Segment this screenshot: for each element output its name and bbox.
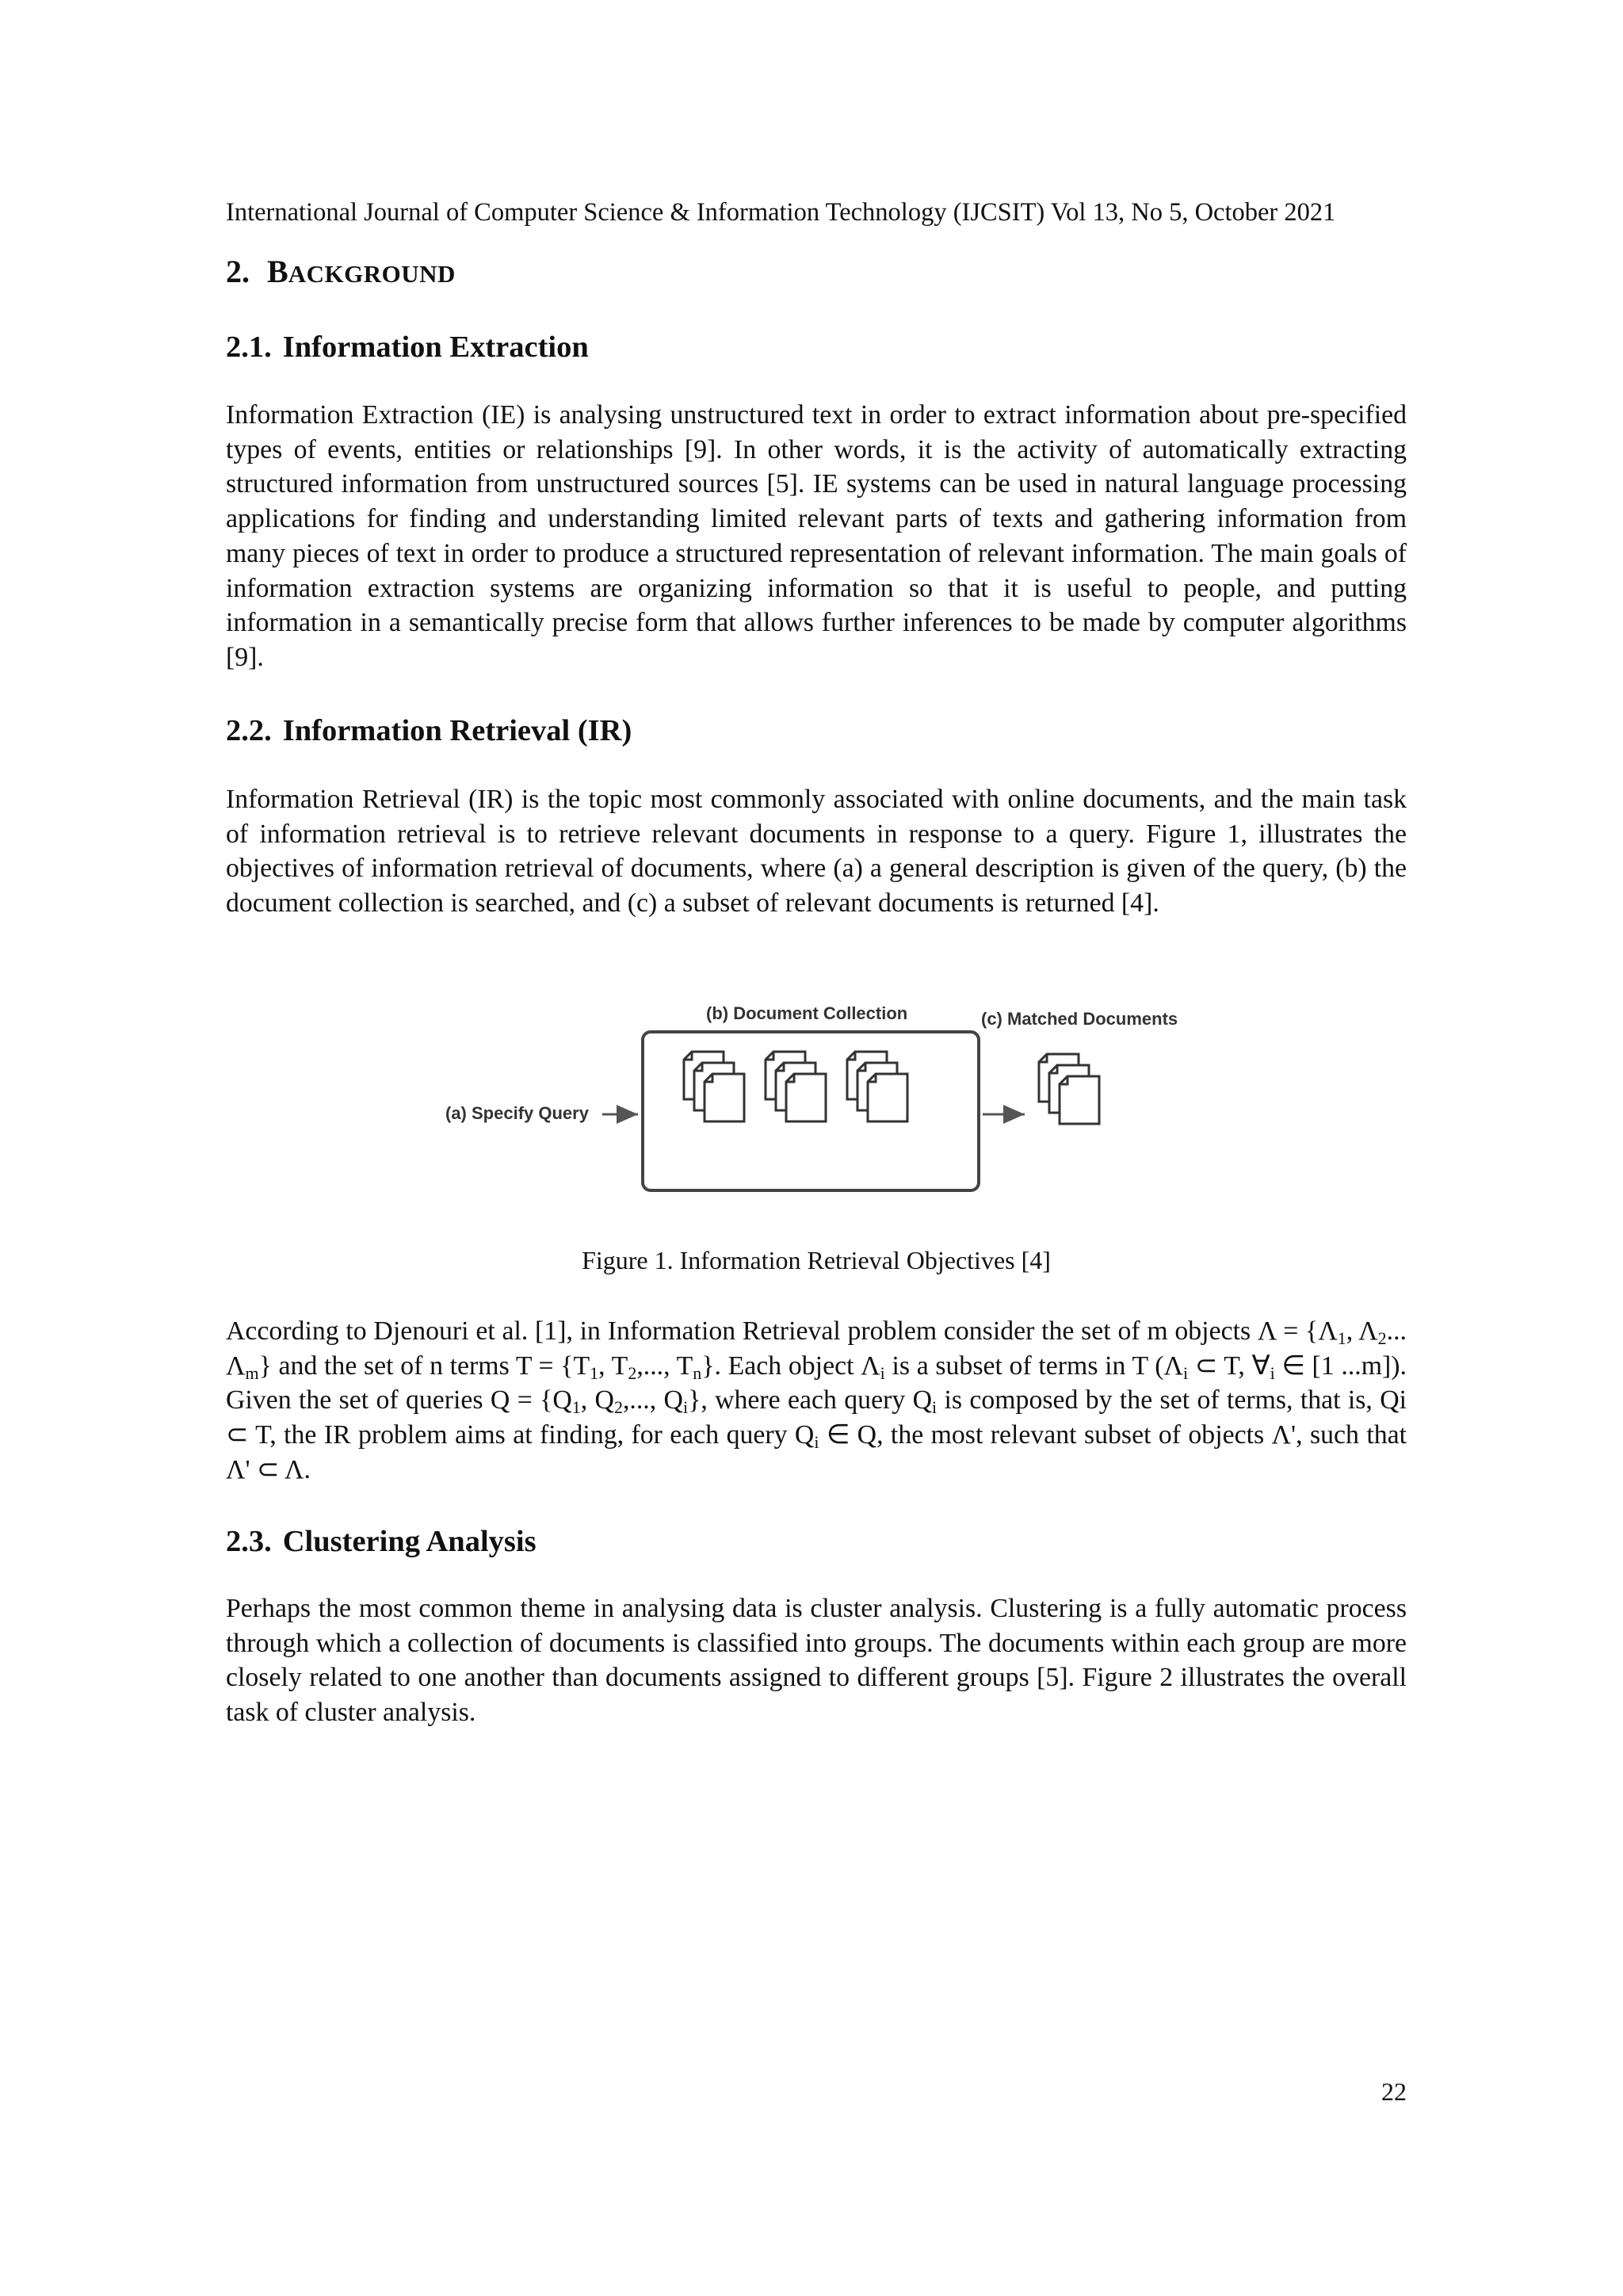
subsection-number: 2.3. xyxy=(226,1525,272,1558)
subsection-heading-clustering xyxy=(226,1522,537,1561)
section-title-initial: B xyxy=(267,254,288,289)
figure-1-diagram xyxy=(226,991,1407,1213)
subsection-title: Clustering Analysis xyxy=(282,1525,537,1558)
paragraph-ir: Information Retrieval (IR) is the topic most commonly associated with online documents, and the main task of information retrieval is to retrieve relevant documents in response to a query. Figure 1, illustrates the objectives of information retrieval of documents, where (a) a general description is given of the query, (b) the document collection is searched, and (c) a subset of relevant documents is returned [4]. xyxy=(226,785,1407,919)
matched-docs xyxy=(1039,1054,1099,1124)
subsection-title: Information Extraction xyxy=(282,330,589,364)
subsection-number: 2.2. xyxy=(226,714,272,747)
label-matched-documents: (c) Matched Documents xyxy=(981,1009,1178,1029)
running-header: International Journal of Computer Science & Information Technology (IJCSIT) Vol 13, No 5, October 2021 xyxy=(226,198,1336,227)
subsection-heading-ir xyxy=(226,711,632,751)
subsection-number: 2.1. xyxy=(226,330,272,364)
subsection-title: Information Retrieval (IR) xyxy=(282,714,632,747)
paragraph-ie: Information Extraction (IE) is analysing unstructured text in order to extract information about pre-specified types of events, entities or relationships [9]. In other words, it is the activity of automatically extracting structured information from unstructured sources [5]. IE systems can be used in natural language processing applications for finding and understanding limited relevant parts of texts and gathering information from many pieces of text in order to produce a structured representation of relevant information. The main goals of information extraction systems are organizing information so that it is useful to people, and putting information in a semantically precise form that allows further inferences to be made by computer algorithms [9]. xyxy=(226,400,1407,672)
label-specify-query: (a) Specify Query xyxy=(445,1103,589,1123)
label-document-collection: (b) Document Collection xyxy=(706,1003,908,1023)
page-number: 22 xyxy=(1381,2077,1407,2106)
section-heading xyxy=(226,252,456,294)
section-number: 2. xyxy=(226,254,250,289)
section-title-rest: ACKGROUND xyxy=(288,260,456,288)
figure-1 xyxy=(226,991,1407,1213)
figure-1-caption: Figure 1. Information Retrieval Objectives [4] xyxy=(582,1246,1051,1274)
subsection-heading-ie xyxy=(226,327,589,367)
paragraph-ir-formal: According to Djenouri et al. [1], in Information Retrieval problem consider the set of m objects $\Lambda = \{\Lambda_1$, $\Lambda_2$... $\Lambda_m$} and the set of n terms $T = \{T_1$, $T_2$,..., $T_n$}. Each object $\Lambda_i$ is a subset of terms in T ($\Lambda_i$ ⊂ T, $\forall_i$ ∈ [1 ...m]). Given the set of queries $Q = \{Q_1$, $Q_2$,..., $Q_i$}, where each query $Q_i$ is composed by the set of terms, that is, Qi ⊂ T, the IR problem aims at finding, for each query $Q_i$ ∈ Q, the most relevant subset of objects Λ', such that Λ' ⊂ Λ. xyxy=(226,1316,1407,1484)
paragraph-clustering: Perhaps the most common theme in analysing data is cluster analysis. Clustering is a fully automatic process through which a collection of documents is classified into groups. The documents within each group are more closely related to one another than documents assigned to different groups [5]. Figure 2 illustrates the overall task of cluster analysis. xyxy=(226,1594,1407,1728)
